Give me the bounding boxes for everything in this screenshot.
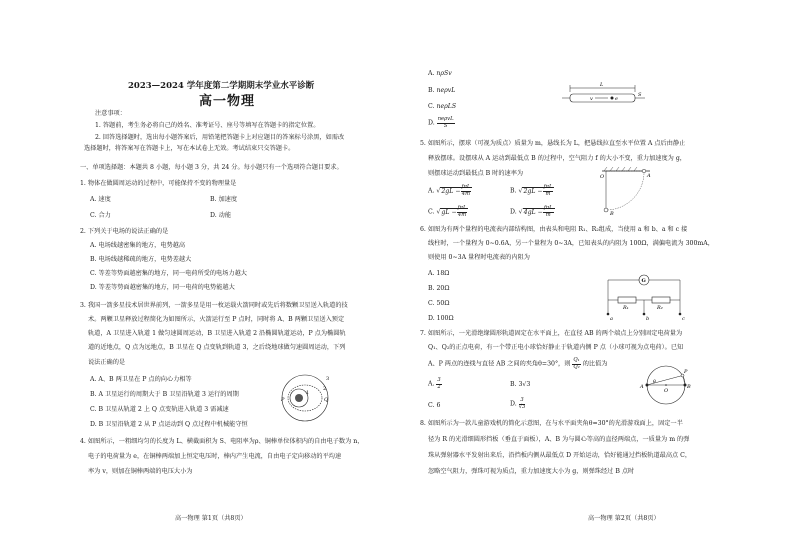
q5-option-b: B. √2gL − $\frac{\text{fπL}}{m}$ (510, 184, 553, 197)
q3-option-d: D. B 卫星沿轨道 2 从 P 点运动到 Q 点过程中机械能守恒 (90, 421, 248, 428)
terminal-a-label: a (610, 316, 613, 322)
q7-line-2: Q₁、Q₂的正点电荷，有一个带正电小球恰好静止于轨道内侧 P 点（小球可视为点电荷）。已知 (428, 344, 684, 351)
q5-option-a: A. √2gL − $\frac{\text{fπL}}{4m}$ (428, 184, 471, 197)
r2-label: R₂ (657, 305, 663, 311)
right-footer: 高一物理 第2页（共8页） (588, 515, 660, 522)
orbit-2-label: 2 (323, 386, 327, 392)
subject-title: 高一物理 (199, 94, 256, 109)
q1-option-a: A. 速度 (90, 196, 111, 203)
q5-pendulum-figure (600, 165, 660, 220)
q7-circle-figure (636, 360, 696, 410)
r1-label: R₁ (623, 305, 629, 311)
q5-option-d: D. √4gL − $\frac{\text{fπL}}{m}$ (510, 205, 553, 218)
notice-2: 2. 回答选择题时，选出每小题答案后，用铅笔把答题卡上对应题目的答案标号涂黑，如需改 (95, 134, 345, 141)
notice-title: 注意事项： (95, 110, 126, 117)
velocity-label: v (590, 96, 593, 102)
point-p-label: P (281, 397, 285, 403)
q2-stem: 2. 下列关于电场的说法正确的是 (80, 228, 169, 235)
q6-option-a: A. 18Ω (428, 270, 450, 277)
point-b-label: B (687, 384, 691, 390)
q3-line-3: 轨道，A 卫星进入轨道 1 做匀速圆周运动，B 卫星进入轨道 2 沿椭圆轨道运动，P 点为椭圆轨 (88, 330, 346, 337)
q7-option-b: B. 3√3 (510, 381, 531, 388)
q6-option-c: C. 50Ω (428, 300, 450, 307)
terminal-b-label: b (646, 316, 650, 322)
orbit-1-label: 1 (306, 390, 310, 396)
q2-option-a: A. 电场线越密集的地方，电势越高 (90, 242, 186, 249)
exam-title: 2023—2024 学年度第二学期期末学业水平诊断 (128, 81, 315, 91)
point-o-label: O (664, 388, 669, 394)
q7-line-1: 7. 如图所示，一光滑绝缘圆形轨道固定在水平面上，在直径 AB 的两个端点上分别固定电荷量为 (420, 330, 683, 337)
point-a-label: A (640, 384, 644, 390)
q7-option-d: D. $\frac{3}{√3}$ (510, 397, 526, 410)
point-b-label: B (610, 211, 614, 217)
galvanometer-label: G (641, 278, 646, 284)
q1-stem: 1. 物体在做圆周运动的过程中，可能保持不变的物理量是 (80, 180, 237, 187)
notice-3: 选择题时，将答案写在答题卡上，写在本试卷上无效。考试结束只交答题卡。 (84, 145, 295, 152)
orbit-2 (288, 385, 322, 411)
q7-line-3: A、P 两点的连线与直径 AB 之间的夹角θ=30°，则 $\frac{\text{Q₁}}{\text{Q₂}}$ 的比值为 (428, 357, 608, 370)
q3-option-c: C. B 卫星从轨道 2 上 Q 点变轨进入轨道 3 需减速 (90, 406, 229, 413)
q4-option-d: D. $\frac{\text{neρvL}}{S}$ (428, 116, 454, 129)
q3-option-a: A. A、B 两卫星在 P 点的向心力相等 (90, 376, 192, 383)
q6-line-3: 则使用 0~3A 量程时电流表的内阻为 (428, 254, 530, 261)
q2-option-c: C. 等差等势面越密集的地方，同一电荷所受的电场力越大 (90, 270, 247, 277)
point-a-label: A (647, 173, 651, 179)
terminal-c (679, 313, 682, 316)
q8-line-4: 忽略空气阻力，弹珠可视为质点，重力加速度大小为 g，则弹珠经过 B 点时 (428, 468, 635, 475)
orbit-3 (282, 375, 328, 421)
notice-1: 1. 答题前，考生务必将自己的姓名、准考证号、座号等填写在答题卡的指定位置。 (95, 122, 320, 129)
ball-at-b (604, 208, 608, 212)
point-o-label: O (600, 174, 605, 180)
q3-option-b: B. A 卫星运行的周期大于 B 卫星沿轨道 3 运行的周期 (90, 391, 239, 398)
q4-line-3: 率为 v，则加在铜棒两端的电压大小为 (88, 468, 193, 475)
section-1-heading: 一、单项选择题：本题共 8 小题，每小题 3 分，共 24 分。每小题只有一个选项符合题目要求。 (80, 164, 343, 171)
terminal-c-label: c (682, 316, 685, 322)
q4-option-a: A. nρSv (428, 70, 452, 77)
area-label: S (638, 92, 642, 98)
q5-line-3: 则摆球运动到最低点 B 时的速率为 (428, 170, 524, 177)
angle-theta-label: θ (653, 380, 656, 385)
terminal-b (643, 313, 646, 316)
q1-option-c: C. 合力 (90, 212, 111, 219)
point-q-label: Q (324, 397, 329, 403)
q2-option-d: D. 等差等势面越密集的地方，同一电荷的电势能越大 (90, 284, 235, 291)
q8-line-3: 珠从弹射器水平发射出来后，沿挡板内侧从最低点 D 开始运动，恰好能通过挡板轨道最高点 C， (428, 452, 692, 459)
q4-option-b: B. neρvL (428, 87, 456, 94)
orbit-3-label: 3 (326, 376, 330, 382)
q3-line-2: 术。两颗卫星释放过程简化为如图所示，火箭运行至 P 点时，同时将 A、B 两颗卫星送入预定 (88, 316, 345, 323)
left-footer: 高一物理 第1页（共8页） (175, 515, 247, 522)
q4-line-2: 电子的电荷量为 e，在铜棒两端加上恒定电压时，棒内产生电流，自由电子定向移动的平均速 (88, 453, 342, 460)
electron (611, 97, 614, 100)
swing-arc (606, 171, 644, 210)
q6-line-1: 6. 如图为有两个量程的电流表内部结构图，由表头和电阻 R₁、R₂组成，当使用 a 和 b、a 和 c 接 (420, 226, 688, 233)
resistor-r2 (652, 297, 670, 303)
q1-option-b: B. 加速度 (210, 196, 238, 203)
resistor-r1 (618, 297, 636, 303)
q6-line-2: 线柱时，一个量程为 0~0.6A，另一个量程为 0~3A，已知表头的内阻为 100Ω，满偏电流为 300mA， (428, 240, 714, 247)
electron-label: e (615, 96, 618, 102)
q5-line-1: 5. 如图所示，摆球（可视为质点）质量为 m，悬线长为 L，把悬线拉直至水平位置 A 点后由静止 (420, 140, 686, 147)
ball-at-a (642, 169, 646, 173)
q6-circuit-figure (600, 270, 690, 320)
q8-line-2: 径为 R 的光滑细圆形挡板（垂直于面板），A、B 为与圆心等高的直径两端点，一质量为 m 的弹 (428, 436, 690, 443)
q5-option-c: C. √gL − $\frac{\text{fπL}}{4m}$ (428, 205, 467, 218)
q3-line-4: 道的近地点，Q 点为远地点，B 卫星在 Q 点变轨到轨道 3，之后绕地球做匀速圆周运动，下列 (88, 344, 346, 351)
center-o (665, 384, 667, 386)
q2-option-b: B. 电场线越稀疏的地方，电势差越大 (90, 256, 192, 263)
charge-a (646, 384, 649, 387)
q5-line-2: 释放摆球。设摆球从 A 运动到最低点 B 的过程中，空气阻力 f 的大小不变，重力加速度为 g， (428, 155, 686, 162)
q6-option-d: D. 100Ω (428, 315, 454, 322)
q4-line-1: 4. 如图所示，一粗细均匀的长度为 L、横截面积为 S、电阻率为ρ、铜棒单位体积内的自由电子数为 n， (80, 438, 364, 445)
point-p-label: P (684, 369, 688, 375)
q7-option-c: C. 6 (428, 402, 441, 409)
q3-orbit-figure (278, 368, 338, 428)
q4-rod-figure (560, 82, 660, 112)
q7-option-a: A. $\frac{3}{2}$ (428, 377, 441, 390)
q8-line-1: 8. 如图所示为一款儿童游戏机的简化示意图，在与水平面夹角θ=30°的光滑游戏面上，固定一半 (420, 420, 683, 427)
q3-line-1: 3. 我国一箭多星技术居世界前列，一箭多星是用一枚运载火箭同时或先后将数颗卫星送入轨道的技 (80, 302, 348, 309)
q4-option-c: C. neρLS (428, 103, 457, 110)
earth (295, 394, 303, 402)
q1-option-d: D. 动能 (210, 212, 232, 219)
q3-line-5: 说法正确的是 (88, 359, 126, 366)
q6-option-b: B. 20Ω (428, 285, 450, 292)
rod-length-label: L (600, 82, 604, 88)
terminal-a (607, 313, 610, 316)
